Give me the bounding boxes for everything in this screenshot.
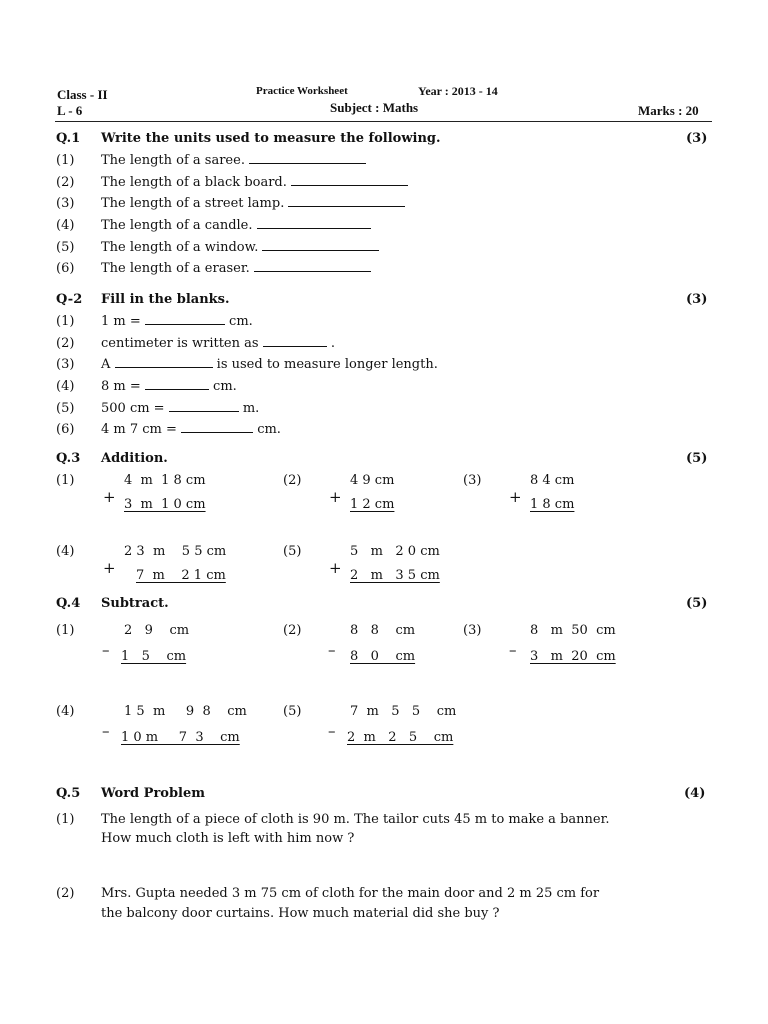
q1-item-number: (1) bbox=[56, 153, 75, 168]
answer-blank[interactable] bbox=[291, 175, 408, 186]
q1-item-number: (2) bbox=[56, 175, 75, 190]
minuend: 8 m 50 cm bbox=[530, 623, 616, 638]
worksheet-title: Practice Worksheet bbox=[256, 85, 348, 97]
q1-item bbox=[101, 261, 371, 276]
q2-item-number: (2) bbox=[56, 336, 75, 351]
minuend: 7 m 5 5 cm bbox=[350, 704, 457, 719]
fill-blank[interactable] bbox=[169, 401, 239, 412]
q1-item-text: The length of a window. bbox=[101, 240, 259, 255]
problem-number: (5) bbox=[283, 544, 302, 559]
subtrahend: 1 0 m 7 3 cm bbox=[121, 730, 240, 745]
q3-marks: (5) bbox=[686, 451, 708, 466]
fill-blank[interactable] bbox=[145, 379, 209, 390]
addend-bottom bbox=[124, 568, 226, 583]
subtrahend: 1 5 cm bbox=[121, 649, 187, 664]
q1-item-number: (6) bbox=[56, 261, 75, 276]
q2-item-after: is used to measure longer length. bbox=[216, 357, 438, 372]
minus-sign: – bbox=[102, 722, 110, 740]
q1-item bbox=[101, 153, 366, 168]
q2-item bbox=[101, 314, 253, 329]
q2-item-number: (5) bbox=[56, 401, 75, 416]
marks-label: Marks : 20 bbox=[638, 103, 699, 118]
problem-number: (5) bbox=[283, 704, 302, 719]
header-divider bbox=[55, 121, 712, 122]
minuend: 2 9 cm bbox=[124, 623, 190, 638]
q2-item bbox=[101, 379, 237, 394]
addend-bottom: 1 8 cm bbox=[530, 497, 575, 512]
problem-number: (1) bbox=[56, 623, 75, 638]
q5-marks: (4) bbox=[684, 786, 706, 801]
minus-sign: – bbox=[328, 641, 336, 659]
q1-item-number: (4) bbox=[56, 218, 75, 233]
answer-blank[interactable] bbox=[254, 261, 371, 272]
q2-item-after: . bbox=[330, 336, 335, 351]
q2-item-before: 1 m = bbox=[101, 314, 141, 329]
minuend: 1 5 m 9 8 cm bbox=[124, 704, 247, 719]
q2-number: Q-2 bbox=[56, 292, 83, 307]
addend-top: 2 3 m 5 5 cm bbox=[124, 544, 227, 559]
fill-blank[interactable] bbox=[145, 314, 225, 325]
q2-item bbox=[101, 357, 438, 372]
q5-number: Q.5 bbox=[56, 786, 81, 801]
q1-marks: (3) bbox=[686, 131, 708, 146]
q1-title: Write the units used to measure the following. bbox=[101, 131, 441, 146]
q2-item-before: A bbox=[101, 357, 111, 372]
q5-item-number: (1) bbox=[56, 812, 75, 827]
plus-sign: + bbox=[103, 488, 116, 506]
problem-number: (3) bbox=[463, 623, 482, 638]
addend-bottom-text: 7 m 2 1 cm bbox=[136, 568, 226, 583]
subtrahend: 2 m 2 5 cm bbox=[347, 730, 454, 745]
word-problem-line: the balcony door curtains. How much material did she buy ? bbox=[101, 906, 500, 921]
q5-title: Word Problem bbox=[101, 786, 206, 801]
subject-label: Subject : Maths bbox=[330, 100, 419, 115]
q1-item-text: The length of a eraser. bbox=[101, 261, 250, 276]
q3-title: Addition. bbox=[101, 451, 168, 466]
minus-sign: – bbox=[509, 641, 517, 659]
subtrahend: 3 m 20 cm bbox=[530, 649, 616, 664]
plus-sign: + bbox=[103, 559, 116, 577]
fill-blank[interactable] bbox=[263, 336, 327, 347]
q1-item bbox=[101, 218, 371, 233]
answer-blank[interactable] bbox=[262, 240, 379, 251]
q2-marks: (3) bbox=[686, 292, 708, 307]
minus-sign: – bbox=[102, 641, 110, 659]
q1-item-number: (3) bbox=[56, 196, 75, 211]
q1-item-number: (5) bbox=[56, 240, 75, 255]
addend-bottom: 3 m 1 0 cm bbox=[124, 497, 206, 512]
class-label: Class - II bbox=[57, 87, 108, 102]
word-problem-line: How much cloth is left with him now ? bbox=[101, 831, 355, 846]
q2-item-number: (3) bbox=[56, 357, 75, 372]
answer-blank[interactable] bbox=[257, 218, 371, 229]
fill-blank[interactable] bbox=[115, 357, 213, 368]
q2-item-number: (6) bbox=[56, 422, 75, 437]
minuend: 8 8 cm bbox=[350, 623, 416, 638]
q2-item-after: cm. bbox=[257, 422, 281, 437]
plus-sign: + bbox=[329, 488, 342, 506]
addend-top: 4 m 1 8 cm bbox=[124, 473, 206, 488]
q1-item bbox=[101, 240, 379, 255]
q2-title: Fill in the blanks. bbox=[101, 292, 230, 307]
q2-item-before: 4 m 7 cm = bbox=[101, 422, 177, 437]
problem-number: (1) bbox=[56, 473, 75, 488]
q5-item-number: (2) bbox=[56, 886, 75, 901]
q2-item-after: cm. bbox=[213, 379, 237, 394]
addend-bottom: 1 2 cm bbox=[350, 497, 395, 512]
problem-number: (4) bbox=[56, 544, 75, 559]
q2-item-number: (1) bbox=[56, 314, 75, 329]
word-problem-line: Mrs. Gupta needed 3 m 75 cm of cloth for the main door and 2 m 25 cm for bbox=[101, 886, 600, 901]
subtrahend: 8 0 cm bbox=[350, 649, 416, 664]
q2-item-after: cm. bbox=[229, 314, 253, 329]
minus-sign: – bbox=[328, 722, 336, 740]
q2-item-before: centimeter is written as bbox=[101, 336, 259, 351]
q1-item bbox=[101, 175, 408, 190]
problem-number: (2) bbox=[283, 473, 302, 488]
addend-bottom: 2 m 3 5 cm bbox=[350, 568, 440, 583]
year-label: Year : 2013 - 14 bbox=[418, 84, 498, 98]
addend-top: 5 m 2 0 cm bbox=[350, 544, 440, 559]
answer-blank[interactable] bbox=[288, 196, 405, 207]
addend-top: 8 4 cm bbox=[530, 473, 575, 488]
q2-item-before: 500 cm = bbox=[101, 401, 165, 416]
q1-item-text: The length of a saree. bbox=[101, 153, 245, 168]
q1-item-text: The length of a black board. bbox=[101, 175, 287, 190]
lesson-label: L - 6 bbox=[57, 103, 83, 118]
q2-item bbox=[101, 401, 259, 416]
plus-sign: + bbox=[329, 559, 342, 577]
q2-item-number: (4) bbox=[56, 379, 75, 394]
problem-number: (4) bbox=[56, 704, 75, 719]
q2-item bbox=[101, 336, 335, 351]
plus-sign: + bbox=[509, 488, 522, 506]
q4-marks: (5) bbox=[686, 596, 708, 611]
q1-item-text: The length of a candle. bbox=[101, 218, 253, 233]
q1-number: Q.1 bbox=[56, 131, 81, 146]
q1-item-text: The length of a street lamp. bbox=[101, 196, 285, 211]
q4-title: Subtract. bbox=[101, 596, 169, 611]
q2-item bbox=[101, 422, 281, 437]
q4-number: Q.4 bbox=[56, 596, 81, 611]
q1-item bbox=[101, 196, 405, 211]
word-problem-line: The length of a piece of cloth is 90 m. The tailor cuts 45 m to make a banner. bbox=[101, 812, 610, 827]
fill-blank[interactable] bbox=[181, 422, 253, 433]
addend-top: 4 9 cm bbox=[350, 473, 395, 488]
q2-item-before: 8 m = bbox=[101, 379, 141, 394]
q3-number: Q.3 bbox=[56, 451, 81, 466]
problem-number: (3) bbox=[463, 473, 482, 488]
problem-number: (2) bbox=[283, 623, 302, 638]
answer-blank[interactable] bbox=[249, 153, 366, 164]
q2-item-after: m. bbox=[242, 401, 260, 416]
